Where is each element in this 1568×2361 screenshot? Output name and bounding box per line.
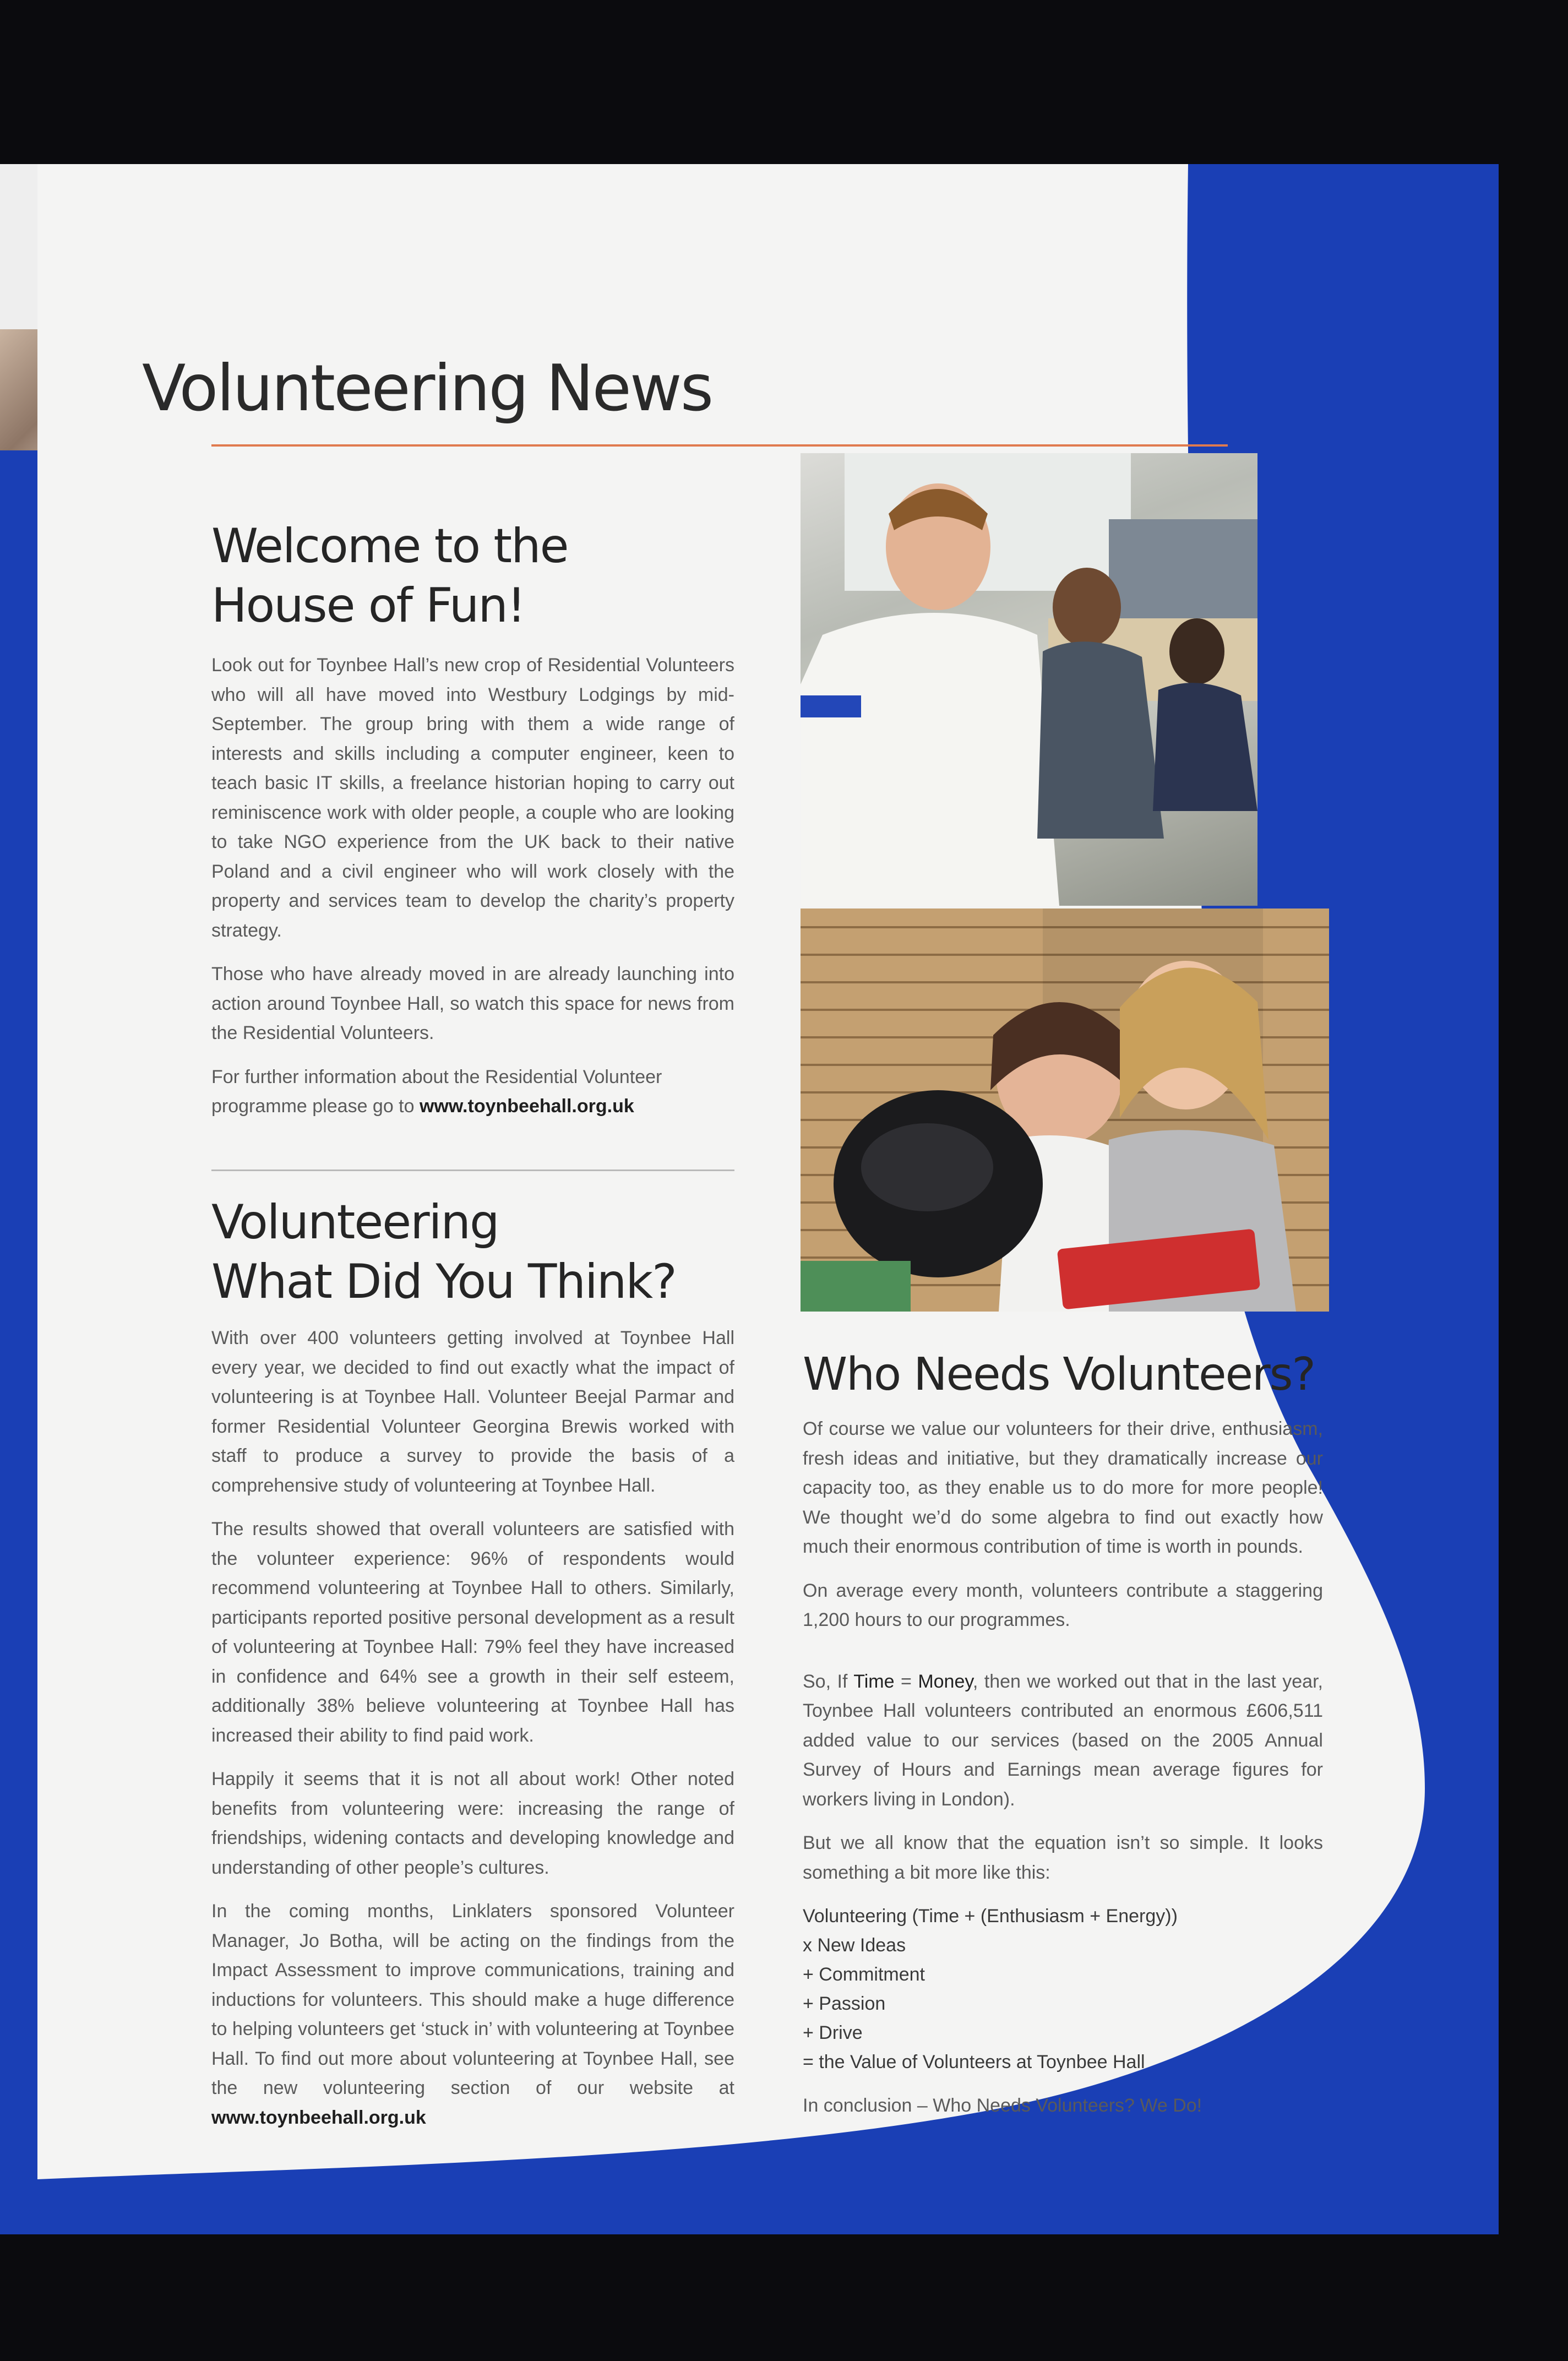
article-welcome (211, 516, 734, 1122)
equation-line: Volunteering (Time + (Enthusiasm + Energy)) (803, 1906, 1178, 1927)
article-who-needs-conclusion: In conclusion – Who Needs Volunteers? We Do! (803, 2095, 1202, 2116)
article-who-needs-paragraph-4: But we all know that the equation isn’t so simple. It looks something a bit more like this: (803, 1832, 1323, 1883)
heading-line-1: Welcome to the (211, 519, 568, 574)
article-survey-paragraph-1: With over 400 volunteers getting involved at Toynbee Hall every year, we decided to find out exactly what the impact of volunteering is at Toynbee Hall. Volunteer Beejal Parmar and former Residential Volunteer Georgina Brewis worked with staff to produce a survey to provide the basis of a comprehensive study of volunteering at Toynbee Hall. (211, 1328, 734, 1496)
masthead-rule (211, 444, 1228, 447)
equation-line: + Commitment (803, 1964, 925, 1985)
article-who-needs-paragraph-3 (803, 1667, 1323, 1815)
article-survey-heading (211, 1193, 734, 1312)
heading-line-2: House of Fun! (211, 578, 525, 633)
article-who-needs-heading: Who Needs Volunteers? (803, 1348, 1315, 1401)
article-welcome-paragraph-2: Those who have already moved in are already launching into action around Toynbee Hall, so watch this space for news from the Residential Volunteers. (211, 964, 734, 1043)
previous-page-edge (0, 164, 43, 2234)
heading-line-1: Volunteering (211, 1195, 499, 1250)
term-money: Money (918, 1671, 973, 1692)
magazine-page (37, 164, 1499, 2234)
paragraph-text: For further information about the Residential Volunteer programme please go to (211, 1066, 662, 1117)
article-who-needs-paragraph-2: On average every month, volunteers contribute a staggering 1,200 hours to our programmes. (803, 1580, 1323, 1630)
article-welcome-paragraph-1: Look out for Toynbee Hall’s new crop of Residential Volunteers who will all have moved into Westbury Lodgings by mid-September. The group bring with them a wide range of interests and skills including a computer engineer, keen to teach basic IT skills, a freelance historian hoping to carry out reminiscence work with older people, a couple who are looking to take NGO experience from the UK back to their native Poland and a civil engineer who will work closely with the property and services team to develop the charity’s property strategy. (211, 655, 734, 941)
section-masthead-title: Volunteering News (142, 351, 712, 426)
equals-sign: = (894, 1671, 918, 1692)
article-welcome-paragraph-3 (211, 1063, 734, 1122)
equation-line: = the Value of Volunteers at Toynbee Hall (803, 2052, 1145, 2072)
website-link[interactable]: www.toynbeehall.org.uk (419, 1096, 634, 1117)
heading-line-2: What Did You Think? (211, 1254, 676, 1309)
equation-line: + Drive (803, 2022, 863, 2043)
photo-volunteers-with-helmet (801, 909, 1329, 1312)
paragraph-text: In the coming months, Linklaters sponsored Volunteer Manager, Jo Botha, will be acting on the findings from the Impact Assessment to improve communications, training and inductions for volunteers. This should make a huge difference to helping volunteers get ‘stuck in’ with volunteering at Toynbee Hall. To find out more about volunteering at Toynbee Hall, see the new volunteering section of our website at (211, 1901, 734, 2098)
article-welcome-heading (211, 516, 734, 635)
article-who-needs-paragraph-1: Of course we value our volunteers for their drive, enthusiasm, fresh ideas and initiative, but they dramatically increase our capacity too, as they enable us to do more for more people! We thought we’d do some algebra to find out exactly how much their enormous contribution of time is worth in pounds. (803, 1418, 1323, 1557)
photo-volunteer-with-students (801, 453, 1257, 906)
article-survey-paragraph-3: Happily it seems that it is not all about work! Other noted benefits from volunteering were: increasing the range of friendships, widening contacts and developing knowledge and understanding of other people’s cultures. (211, 1769, 734, 1878)
equation-line: x New Ideas (803, 1935, 906, 1956)
value-equation (803, 1902, 1323, 2077)
article-who-needs-volunteers (803, 1345, 1323, 2121)
paragraph-text-a: So, If (803, 1671, 854, 1692)
website-link[interactable]: www.toynbeehall.org.uk (211, 2107, 426, 2128)
equation-line: + Passion (803, 1993, 886, 2014)
term-time: Time (853, 1671, 895, 1692)
article-survey-paragraph-4 (211, 1897, 734, 2132)
paragraph-text-b: , then we worked out that in the last year, Toynbee Hall volunteers contributed an enormous £606,511 added value to our services (based on the 2005 Annual Survey of Hours and Earnings mean average figures for workers living in London). (803, 1671, 1323, 1810)
previous-page-blue-band (0, 450, 43, 2234)
article-survey-paragraph-2: The results showed that overall volunteers are satisfied with the volunteer experience: 96% of respondents would recommend volunteering at Toynbee Hall to others. Similarly, participants reported positive personal development as a result of volunteering at Toynbee Hall: 79% feel they have increased in confidence and 64% see a growth in their self esteem, additionally 38% believe volunteering at Toynbee Hall has increased their ability to find paid work. (211, 1519, 734, 1746)
article-divider (211, 1169, 734, 1171)
article-survey (211, 1193, 734, 2132)
